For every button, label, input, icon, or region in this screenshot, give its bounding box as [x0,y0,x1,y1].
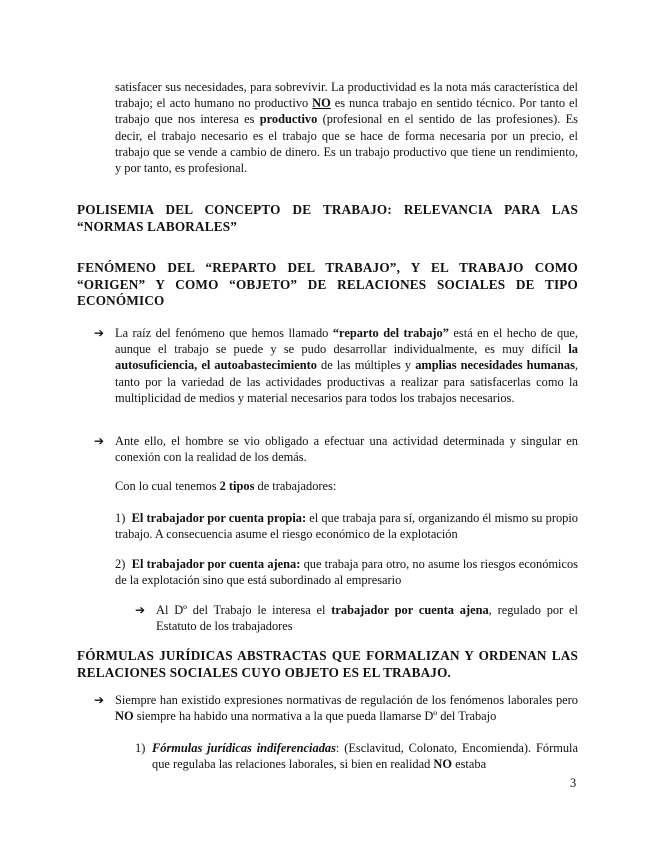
arrow-bullet-icon: ➔ [94,693,105,707]
item-cuenta-propia: 1) El trabajador por cuenta propia: el que trabaja para sí, organizando él mismo su propio trabajo. A consecuencia asume el riesgo económico de la explotación [115,511,578,542]
sub-bullet-cuenta-ajena: Al Dº del Trabajo le interesa el trabajador por cuenta ajena, regulado por el Estatuto de los trabajadores [156,603,578,634]
productivo-emphasis: productivo [259,112,318,127]
item-cuenta-ajena: 2) El trabajador por cuenta ajena: que trabaja para otro, no asume los riesgos económicos de la explotación sino que está subordinado al empresario [115,557,578,588]
bullet-ante: Ante ello, el hombre se vio obligado a efectuar una actividad determinada y singular en conexión con la realidad de los demás. [115,434,578,465]
intro-paragraph: satisfacer sus necesidades, para sobrevivir. La productividad es la nota más característica del trabajo; el acto humano no productivo NO es nunca trabajo en sentido técnico. Por tanto el trabajo que nos interesa es productivo (profesional en el sentido de las profesiones). Es decir, el trabajo necesario es el trabajo que se hace de forma necesaria por un precio, el trabajo que se vende a cambio de dinero. Es un trabajo productivo que tiene un rendimiento, y por tanto, es profesional. [115,80,578,176]
bullet-raiz: La raíz del fenómeno que hemos llamado “reparto del trabajo” está en el hecho de que, aunque el trabajo se puede y se pudo desarrollar individualmente, es muy difícil la autosuficiencia, el autoabastecimiento de las múltiples y amplias necesidades humanas, tanto por la variedad de las actividades productivas a realizar para satisfacerlas como la multiplicidad de medios y material necesarios para todos los trabajos necesarios. [115,326,579,405]
heading-formulas: FÓRMULAS JURÍDICAS ABSTRACTAS QUE FORMALIZAN Y ORDENAN LAS RELACIONES SOCIALES CUYO OBJETO ES EL TRABAJO. [77,648,578,680]
heading-fenomeno: FENÓMENO DEL “REPARTO DEL TRABAJO”, Y EL TRABAJO COMO “ORIGEN” Y COMO “OBJETO” DE RELACIONES SOCIALES DE TIPO ECONÓMICO [77,260,578,308]
no-emphasis: NO [312,96,331,111]
heading-polisemia: POLISEMIA DEL CONCEPTO DE TRABAJO: RELEVANCIA PARA LAS “NORMAS LABORALES” [77,202,578,234]
tipos-line: Con lo cual tenemos 2 tipos de trabajadores: [115,479,337,493]
page-number: 3 [570,776,577,790]
arrow-bullet-icon: ➔ [94,326,105,340]
bullet-siempre: Siempre han existido expresiones normativas de regulación de los fenómenos laborales pero NO siempre ha habido una normativa a la que pueda llamarse Dº del Trabajo [115,693,578,724]
item-formulas-indiferenciadas: Fórmulas jurídicas indiferenciadas: (Esclavitud, Colonato, Encomienda). Fórmula que regulaba las relaciones laborales, si bien en realidad NO estaba [152,741,578,772]
arrow-bullet-icon: ➔ [135,603,146,617]
arrow-bullet-icon: ➔ [94,434,105,448]
item-number: 1) [135,741,146,755]
